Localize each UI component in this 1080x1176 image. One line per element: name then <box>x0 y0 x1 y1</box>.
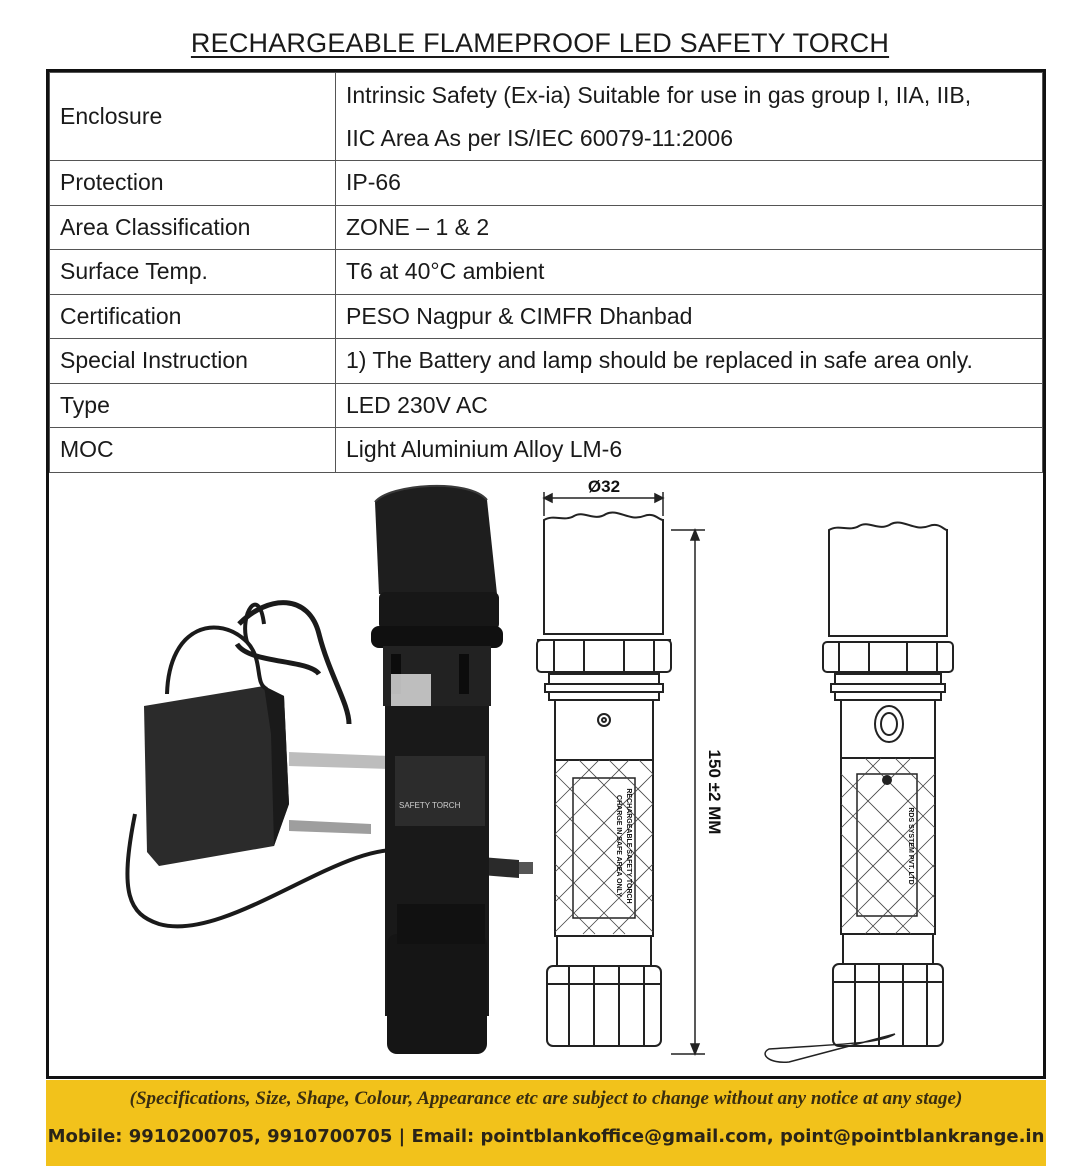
spec-row-type <box>50 383 1043 428</box>
product-illustration-area <box>49 474 1043 1079</box>
spec-key: Enclosure <box>50 73 336 161</box>
spec-row-protection <box>50 161 1043 206</box>
spec-key: Surface Temp. <box>50 250 336 295</box>
spec-row-area-classification <box>50 205 1043 250</box>
spec-value: 1) The Battery and lamp should be replaced in safe area only. <box>336 339 1043 384</box>
knurl-pattern <box>555 760 653 934</box>
spec-value: T6 at 40°C ambient <box>336 250 1043 295</box>
disclaimer-text: (Specifications, Size, Shape, Colour, Appearance etc are subject to change without any notice at any stage) <box>129 1088 963 1109</box>
product-illustration <box>49 474 1043 1079</box>
spec-key: Protection <box>50 161 336 206</box>
spec-value: PESO Nagpur & CIMFR Dhanbad <box>336 294 1043 339</box>
length-dimension <box>671 530 705 1054</box>
torch-drawing-front <box>537 512 671 1046</box>
spec-key: Area Classification <box>50 205 336 250</box>
spec-value: Light Aluminium Alloy LM-6 <box>336 428 1043 473</box>
spec-table <box>49 72 1043 473</box>
spec-value-line2: IIC Area As per IS/IEC 60079-11:2006 <box>346 124 733 151</box>
spec-row-surface-temp <box>50 250 1043 295</box>
footer-banner <box>46 1080 1046 1166</box>
drawing-label-line2: CHARGE IN SAFE AREA ONLY <box>615 795 622 897</box>
spec-key: Type <box>50 383 336 428</box>
drawing-label-line1: RECHARGEABLE SAFETY TORCH <box>625 788 632 904</box>
torch-photo-image <box>371 486 503 1054</box>
page-title: RECHARGEABLE FLAMEPROOF LED SAFETY TORCH <box>190 28 890 58</box>
spec-value <box>336 73 1043 161</box>
spec-key: MOC <box>50 428 336 473</box>
contact-info: Mobile: 9910200705, 9910700705 | Email: pointblankoffice@gmail.com, point@pointblankrange.in <box>47 1126 1045 1147</box>
spec-value: ZONE – 1 & 2 <box>336 205 1043 250</box>
drawing-label-maker: RDS SYSTEM PVT. LTD <box>907 807 914 885</box>
spec-key: Certification <box>50 294 336 339</box>
spec-row-certification <box>50 294 1043 339</box>
length-label: 150 ±2 MM <box>705 749 724 835</box>
diameter-label: Ø32 <box>587 477 621 496</box>
spec-row-enclosure <box>50 73 1043 161</box>
spec-key: Special Instruction <box>50 339 336 384</box>
spec-value: IP-66 <box>336 161 1043 206</box>
torch-photo-label: SAFETY TORCH <box>399 801 461 810</box>
logo-icon <box>882 775 892 785</box>
spec-row-special-instruction <box>50 339 1043 384</box>
spec-value: LED 230V AC <box>336 383 1043 428</box>
spec-value-line1: Intrinsic Safety (Ex-ia) Suitable for use in gas group I, IIA, IIB, <box>346 81 972 108</box>
spec-row-moc <box>50 428 1043 473</box>
